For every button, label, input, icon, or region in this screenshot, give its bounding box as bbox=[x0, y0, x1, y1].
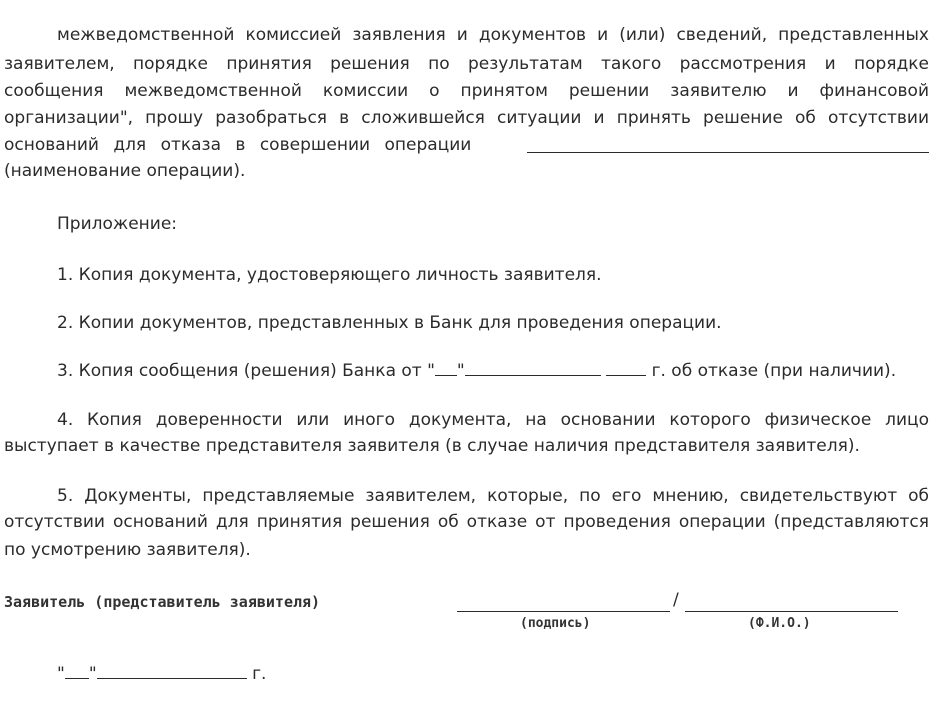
date-day-blank bbox=[65, 664, 89, 679]
item-3-start: 3. Копия сообщения (решения) Банка от " bbox=[57, 361, 435, 381]
applicant-label: Заявитель (представитель заявителя) bbox=[4, 593, 321, 611]
item-3-month-blank bbox=[465, 361, 601, 376]
fio-blank bbox=[685, 597, 898, 612]
fio-caption: (Ф.И.О.) bbox=[748, 616, 811, 631]
date-line bbox=[57, 663, 266, 685]
appendix-item-2: 2. Копии документов, представленных в Банк для проведения операции. bbox=[57, 313, 722, 333]
intro-line-5-text: оснований для отказа в совершении операции bbox=[4, 135, 472, 155]
intro-line-6: (наименование операции). bbox=[4, 161, 246, 181]
date-suffix: г. bbox=[252, 664, 267, 684]
date-open-quote: " bbox=[57, 664, 65, 684]
item-3-end: г. об отказе (при наличии). bbox=[651, 361, 897, 381]
item-3-mid: " bbox=[456, 361, 465, 381]
appendix-item-1: 1. Копия документа, удостоверяющего личность заявителя. bbox=[57, 265, 602, 285]
appendix-item-5-line-2: отсутствии оснований для принятия решения об отказе от проведения операции (представляются bbox=[4, 512, 929, 532]
date-month-year-blank bbox=[97, 664, 247, 679]
intro-line-2: заявителем, порядке принятия решения по результатам такого рассмотрения и порядке bbox=[4, 54, 929, 74]
appendix-item-5-line-3: по усмотрению заявителя). bbox=[4, 540, 251, 560]
signature-separator: / bbox=[673, 590, 679, 610]
signature-caption: (подпись) bbox=[520, 616, 591, 631]
item-3-day-blank bbox=[435, 361, 457, 376]
operation-blank bbox=[527, 138, 929, 153]
intro-line-3: сообщения межведомственной комиссии о принятом решении заявителю и финансовой bbox=[4, 81, 929, 101]
intro-line-4: организации", прошу разобраться в сложившейся ситуации и принять решение об отсутствии bbox=[4, 108, 929, 128]
appendix-title: Приложение: bbox=[57, 214, 178, 234]
appendix-item-3 bbox=[57, 360, 896, 382]
intro-line-1: межведомственной комиссией заявления и документов и (или) сведений, представленных bbox=[57, 25, 929, 45]
item-3-year-blank bbox=[606, 361, 646, 376]
intro-line-5 bbox=[4, 134, 929, 156]
date-close-quote: " bbox=[88, 664, 97, 684]
appendix-item-4-line-1: 4. Копия доверенности или иного документа, на основании которого физическое лицо bbox=[57, 410, 929, 430]
appendix-item-5-line-1: 5. Документы, представляемые заявителем, которые, по его мнению, свидетельствуют об bbox=[57, 486, 929, 506]
signature-blank bbox=[457, 597, 670, 612]
appendix-item-4-line-2: выступает в качестве представителя заявителя (в случае наличия представителя заявителя). bbox=[4, 436, 860, 456]
